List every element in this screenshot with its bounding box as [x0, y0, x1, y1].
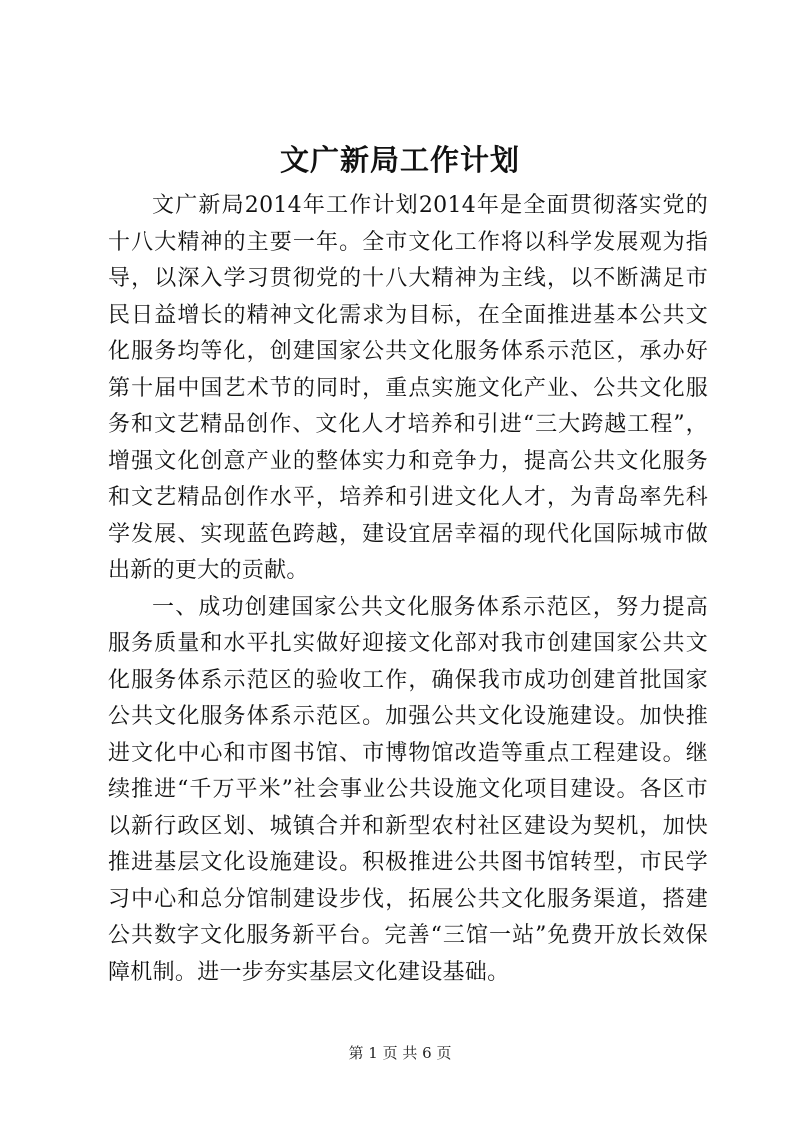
- paragraph-intro: 文广新局2014年工作计划2014年是全面贯彻落实党的十八大精神的主要一年。全市文化工作将以科学发展观为指导，以深入学习贯彻党的十八大精神为主线，以不断满足市民日益增长的精神文化需求为目标，在全面推进基本公共文化服务均等化，创建国家公共文化服务体系示范区，承办好第十届中国艺术节的同时，重点实施文化产业、公共文化服务和文艺精品创作、文化人才培养和引进“三大跨越工程”，增强文化创意产业的整体实力和竞争力，提高公共文化服务和文艺精品创作水平，培养和引进文化人才，为青岛率先科学发展、实现蓝色跨越，建设宜居幸福的现代化国际城市做出新的更大的贡献。: [108, 193, 708, 583]
- page-title: 文广新局工作计划: [279, 143, 520, 177]
- document-body: [108, 188, 708, 991]
- paragraph-section-one: 一、成功创建国家公共文化服务体系示范区，努力提高服务质量和水平扎实做好迎接文化部对我市创建国家公共文化服务体系示范区的验收工作，确保我市成功创建首批国家公共文化服务体系示范区。加强公共文化设施建设。加快推进文化中心和市图书馆、市博物馆改造等重点工程建设。继续推进“千万平米”社会事业公共设施文化项目建设。各区市以新行政区划、城镇合并和新型农村社区建设为契机，加快推进基层文化设施建设。积极推进公共图书馆转型，市民学习中心和总分馆制建设步伐，拓展公共文化服务渠道，搭建公共数字文化服务新平台。完善“三馆一站”免费开放长效保障机制。进一步夯实基层文化建设基础。: [108, 594, 708, 985]
- page-footer: 第 1 页 共 6 页: [348, 1044, 452, 1062]
